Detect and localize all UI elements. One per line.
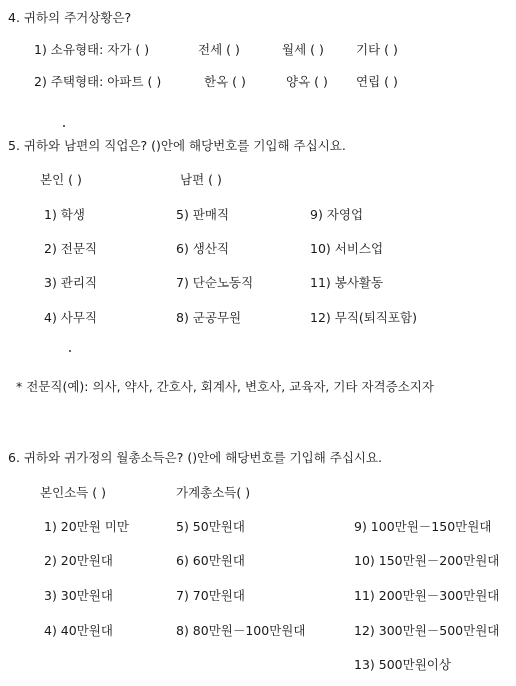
q6-option-11: 11) 200만원－300만원대	[354, 588, 500, 603]
q6-option-1: 1) 20만원 미만	[44, 519, 129, 534]
q5-title: 5. 귀하와 남편의 직업은? ()안에 해당번호를 기입해 주십시요.	[8, 138, 346, 153]
q5-option-2: 2) 전문직	[44, 241, 98, 256]
q4-ownership-self: 1) 소유형태: 자가 ( )	[34, 42, 150, 57]
q5-option-7: 7) 단순노동직	[176, 275, 254, 290]
scan-speck	[63, 125, 65, 127]
q5-option-12: 12) 무직(퇴직포함)	[310, 310, 417, 325]
q5-self-header: 본인 ( )	[40, 172, 82, 187]
q5-option-9: 9) 자영업	[310, 207, 364, 222]
q4-ownership-jeonse: 전세 ( )	[198, 42, 240, 57]
q5-option-10: 10) 서비스업	[310, 241, 384, 256]
q6-option-13: 13) 500만원이상	[354, 657, 451, 672]
q6-option-4: 4) 40만원대	[44, 623, 113, 638]
q6-option-3: 3) 30만원대	[44, 588, 113, 603]
professional-note: * 전문직(예): 의사, 약사, 간호사, 회계사, 변호사, 교육자, 기타 자격증소지자	[16, 379, 434, 394]
q4-housing-western: 양옥 ( )	[286, 74, 328, 89]
q6-option-8: 8) 80만원－100만원대	[176, 623, 306, 638]
q6-option-6: 6) 60만원대	[176, 553, 245, 568]
scan-speck	[69, 350, 71, 352]
q6-option-7: 7) 70만원대	[176, 588, 245, 603]
q6-option-2: 2) 20만원대	[44, 553, 113, 568]
q5-option-11: 11) 봉사활동	[310, 275, 384, 290]
q5-husband-header: 남편 ( )	[180, 172, 222, 187]
q5-option-4: 4) 사무직	[44, 310, 98, 325]
q5-option-8: 8) 군공무원	[176, 310, 242, 325]
q4-housing-apartment: 2) 주택형태: 아파트 ( )	[34, 74, 162, 89]
q4-housing-rowhouse: 연립 ( )	[356, 74, 398, 89]
q5-option-1: 1) 학생	[44, 207, 85, 222]
q6-option-5: 5) 50만원대	[176, 519, 245, 534]
q6-option-9: 9) 100만원－150만원대	[354, 519, 492, 534]
q6-option-12: 12) 300만원－500만원대	[354, 623, 500, 638]
q4-ownership-monthly: 월세 ( )	[282, 42, 324, 57]
q6-household-income-header: 가계총소득( )	[176, 485, 251, 500]
q4-title: 4. 귀하의 주거상황은?	[8, 10, 132, 25]
q6-option-10: 10) 150만원－200만원대	[354, 553, 500, 568]
q4-housing-hanok: 한옥 ( )	[204, 74, 246, 89]
q5-option-3: 3) 관리직	[44, 275, 98, 290]
q6-self-income-header: 본인소득 ( )	[40, 485, 107, 500]
q6-title: 6. 귀하와 귀가정의 월총소득은? ()안에 해당번호를 기입해 주십시요.	[8, 450, 383, 465]
q5-option-5: 5) 판매직	[176, 207, 230, 222]
q4-ownership-other: 기타 ( )	[356, 42, 398, 57]
q5-option-6: 6) 생산직	[176, 241, 230, 256]
